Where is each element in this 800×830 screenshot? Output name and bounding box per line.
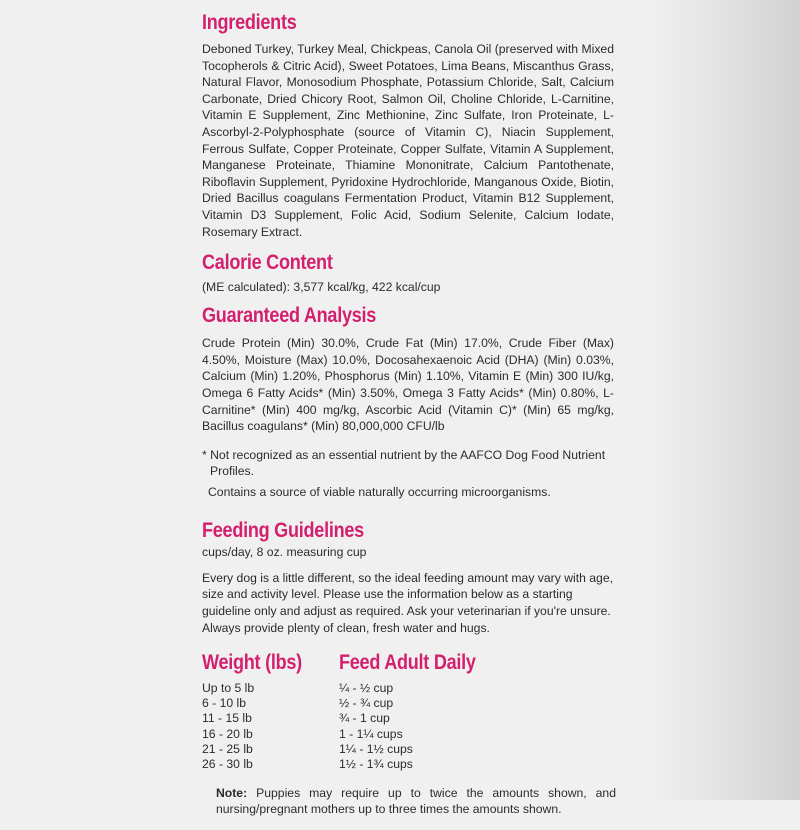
table-row [202, 711, 614, 726]
weight-cell: 26 - 30 lb [202, 756, 253, 771]
feeding-table [202, 650, 614, 772]
weight-cell: 11 - 15 lb [202, 711, 252, 726]
amount-cell: 1 - 1¼ cups [339, 726, 403, 741]
calorie-text: (ME calculated): 3,577 kcal/kg, 422 kcal/cup [202, 280, 441, 295]
microorganisms-note: Contains a source of viable naturally occurring microorganisms. [208, 484, 551, 499]
feeding-text: Every dog is a little different, so the ideal feeding amount may vary with age, size and activity level. Please use the information below as a starting guideline only and adjust as required. Ask your veterinarian if you're unsure. Always provide plenty of clean, fresh water and hugs. [202, 570, 613, 635]
calorie-heading: Calorie Content [202, 251, 333, 275]
analysis-text: Crude Protein (Min) 30.0%, Crude Fat (Min) 17.0%, Crude Fiber (Max) 4.50%, Moisture (Max) 10.0%, Docosahexaenoic Acid (DHA) (Min) 0.03%, Calcium (Min) 1.20%, Phosphorus (Min) 1.10%, Vitamin E (Min) 300 IU/kg, Omega 6 Fatty Acids* (Min) 3.50%, Omega 3 Fatty Acids* (Min) 0.80%, L-Carnitine* (Min) 400 mg/kg, Ascorbic Acid (Vitamin C)* (Min) 65 mg/kg, Bacillus coagulans* (Min) 80,000,000 CFU/lb [202, 336, 614, 434]
weight-cell: 21 - 25 lb [202, 741, 253, 756]
note-text: Puppies may require up to twice the amounts shown, and nursing/pregnant mothers up to three times the amounts shown. [216, 785, 616, 817]
label-content [202, 10, 614, 830]
weight-cell: 6 - 10 lb [202, 696, 247, 711]
table-row [202, 727, 614, 742]
amount-cell: 1¼ - 1½ cups [339, 741, 413, 756]
feeding-table-rows [202, 681, 614, 772]
feed-column-header: Feed Adult Daily [339, 651, 476, 675]
table-row [202, 742, 614, 757]
feeding-note [216, 785, 616, 818]
feeding-table-header [202, 650, 614, 676]
table-row [202, 757, 614, 772]
analysis-heading: Guaranteed Analysis [202, 304, 377, 328]
weight-cell: 16 - 20 lb [202, 726, 253, 741]
amount-cell: ¼ - ½ cup [339, 681, 394, 696]
table-row [202, 681, 614, 696]
page-edge-shadow [650, 0, 800, 800]
note-label: Note: [216, 785, 248, 800]
amount-cell: 1½ - 1¾ cups [339, 756, 413, 771]
table-row [202, 696, 614, 711]
ingredients-text: Deboned Turkey, Turkey Meal, Chickpeas, Canola Oil (preserved with Mixed Tocopherols & Citric Acid), Sweet Potatoes, Lima Beans, Miscanthus Grass, Natural Flavor, Monosodium Phosphate, Potassium Chloride, Salt, Calcium Carbonate, Dried Chicory Root, Salmon Oil, Choline Chloride, L-Carnitine, Vitamin E Supplement, Zinc Methionine, Zinc Sulfate, Iron Proteinate, L-Ascorbyl-2-Polyphosphate (source of Vitamin C), Niacin Supplement, Ferrous Sulfate, Copper Proteinate, Copper Sulfate, Vitamin A Supplement, Manganese Proteinate, Thiamine Mononitrate, Calcium Pantothenate, Riboflavin Supplement, Pyridoxine Hydrochloride, Manganous Oxide, Biotin, Dried Bacillus coagulans Fermentation Product, Vitamin B12 Supplement, Vitamin D3 Supplement, Folic Acid, Sodium Selenite, Calcium Iodate, Rosemary Extract. [202, 42, 614, 239]
weight-cell: Up to 5 lb [202, 681, 255, 696]
weight-column-header: Weight (lbs) [202, 651, 302, 675]
amount-cell: ¾ - 1 cup [339, 711, 390, 726]
analysis-footnote: * Not recognized as an essential nutrient by the AAFCO Dog Food Nutrient Profiles. [202, 447, 606, 479]
amount-cell: ½ - ¾ cup [339, 696, 394, 711]
ingredients-heading: Ingredients [202, 11, 297, 34]
feeding-units: cups/day, 8 oz. measuring cup [202, 544, 367, 559]
feeding-heading: Feeding Guidelines [202, 518, 364, 542]
